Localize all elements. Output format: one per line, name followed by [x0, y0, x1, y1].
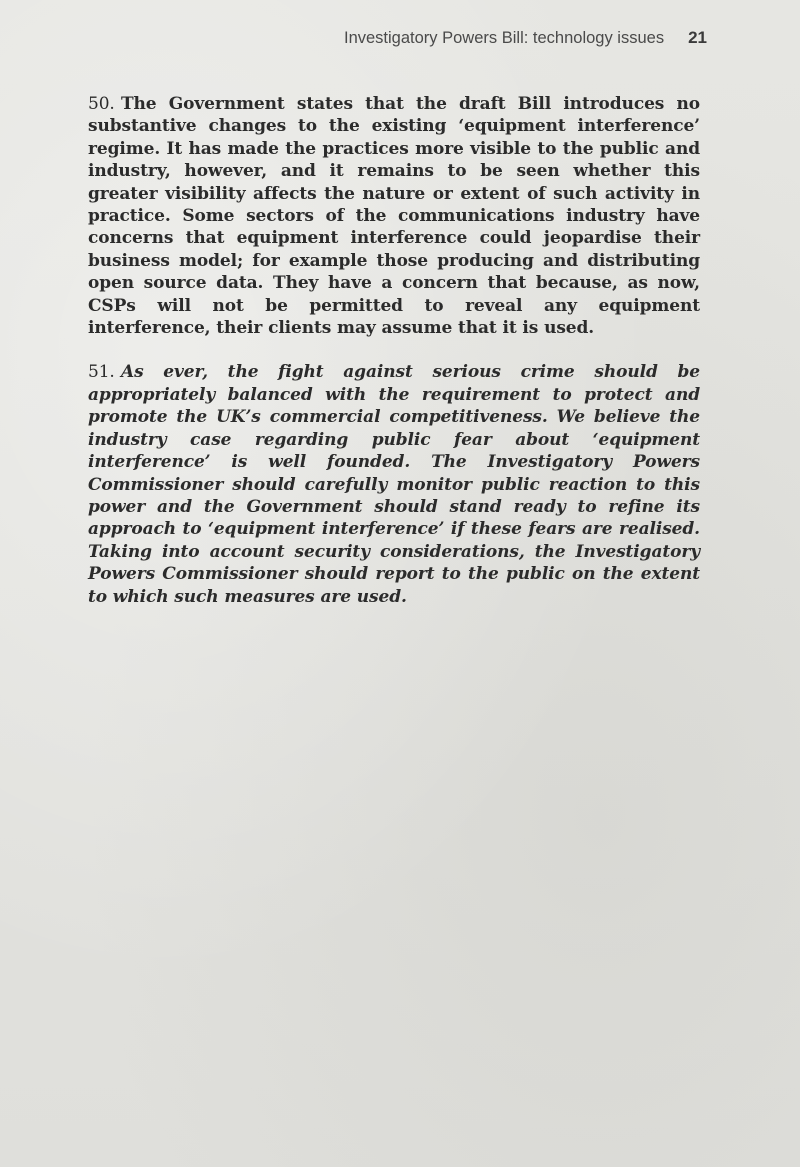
document-body — [88, 93, 700, 608]
paragraph-number: 50. — [88, 94, 115, 114]
running-header — [344, 28, 707, 48]
paragraph-50 — [88, 93, 700, 339]
paragraph-51 — [88, 361, 700, 607]
paragraph-text: As ever, the fight against serious crime should be appropriately balanced with the requirement to protect and promote the UK’s commercial competitiveness. We believe the industry case regarding public fear about ‘equipment interference’ is well founded. The Investigatory Powers Commissioner should carefully monitor public reaction to this power and the Government should stand ready to refine its approach to ‘equipment interference’ if these fears are realised. Taking into account security considerations, the Investigatory Powers Commissioner should report to the public on the extent to which such measures are used. — [88, 362, 700, 607]
page-number: 21 — [688, 28, 707, 47]
paragraph-number: 51. — [88, 362, 115, 383]
header-title: Investigatory Powers Bill: technology issues — [344, 29, 665, 47]
paragraph-text: The Government states that the draft Bill introduces no substantive changes to the existing ‘equipment interference’ regime. It has made the practices more visible to the public and industry, however, and it remains to be seen whether this greater visibility affects the nature or extent of such activity in practice. Some sectors of the communications industry have concerns that equipment interference could jeopardise their business model; for example those producing and distributing open source data. They have a concern that because, as now, CSPs will not be permitted to reveal any equipment interference, their clients may assume that it is used. — [88, 94, 700, 339]
